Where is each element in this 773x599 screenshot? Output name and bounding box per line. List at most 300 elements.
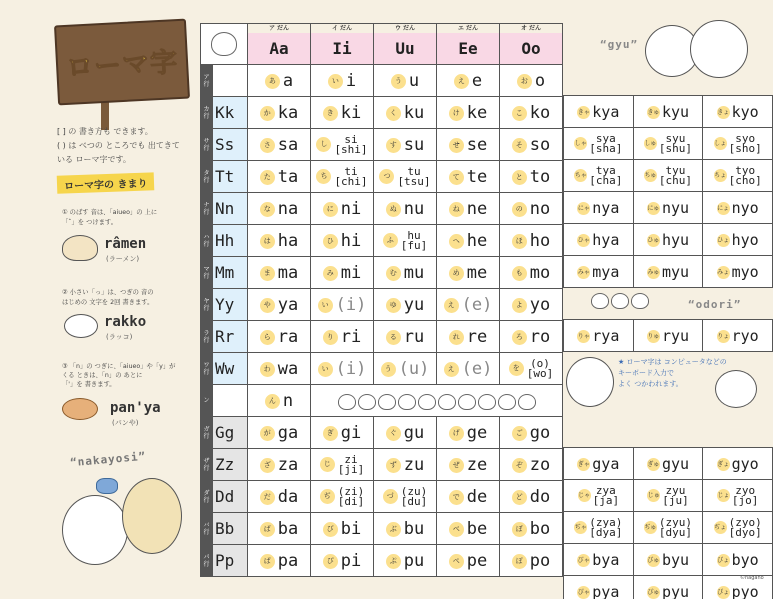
rule-3-number: ③ — [62, 363, 68, 370]
chibi-character-icon — [398, 394, 416, 410]
kana-badge: う — [391, 74, 406, 89]
kana-badge: い — [328, 74, 343, 89]
table-cell — [311, 481, 374, 513]
keyboard-note-line-2: キーボード入力で — [618, 369, 674, 377]
table-cell — [374, 289, 437, 321]
kana-badge: み — [323, 266, 338, 281]
yoon-cell — [703, 448, 773, 480]
kana-badge: ぺ — [449, 554, 464, 569]
romaji-text: (e) — [461, 359, 493, 379]
romaji-text: ho — [529, 231, 551, 251]
table-cell — [374, 321, 437, 353]
romaji-text: ma — [277, 263, 299, 283]
romaji-text: hya — [592, 231, 620, 249]
kana-badge: め — [449, 266, 464, 281]
kana-badge: き — [323, 106, 338, 121]
table-cell — [500, 129, 563, 161]
romaji-text: mya — [592, 263, 620, 281]
table-cell — [311, 513, 374, 545]
romaji-text: bi — [340, 519, 362, 539]
yoon-table-body — [564, 96, 773, 599]
yoon-row — [564, 416, 773, 448]
main-table-body — [201, 65, 563, 577]
romaji-text: ra — [277, 327, 299, 347]
kana-badge: ぼ — [512, 522, 527, 537]
romaji-text: zyu [ju] — [662, 483, 689, 507]
rule-1-line-1 — [62, 208, 196, 217]
kana-badge: しゃ — [574, 137, 587, 150]
table-cell — [311, 417, 374, 449]
table-row — [201, 417, 563, 449]
kana-badge: ぷ — [386, 554, 401, 569]
kana-badge: ば — [260, 522, 275, 537]
kana-badge: ま — [260, 266, 275, 281]
kana-badge: みゅ — [647, 266, 660, 279]
chibi-character-icon — [438, 394, 456, 410]
rule-3-line-2: くる ときは、「n」の あとに — [62, 372, 143, 379]
rules-label: ローマ字の きまり — [57, 172, 155, 193]
yoon-row — [564, 448, 773, 480]
kana-badge: みょ — [717, 266, 730, 279]
row-consonant-label: Kk — [213, 97, 248, 129]
gyo-label: ラ行 — [201, 321, 213, 353]
table-cell — [311, 353, 374, 385]
table-cell — [248, 385, 311, 417]
romaji-text: pya — [592, 583, 620, 599]
yoon-cell — [703, 480, 773, 512]
yoon-cell — [564, 160, 634, 192]
yoon-cell — [564, 320, 634, 352]
table-cell — [248, 417, 311, 449]
romaji-text: so — [529, 135, 551, 155]
romaji-text: be — [466, 519, 488, 539]
romaji-text: de — [466, 487, 488, 507]
blue-bow-illustration — [96, 478, 118, 494]
romaji-text: pe — [466, 551, 488, 571]
odori-caption: “odori” — [688, 298, 742, 311]
yoon-cell — [703, 224, 773, 256]
table-cell — [311, 97, 374, 129]
romaji-text: to — [529, 167, 551, 187]
kana-badge: ぢゃ — [574, 521, 587, 534]
kana-badge: で — [449, 490, 464, 505]
kana-badge: ゆ — [386, 298, 401, 313]
row-consonant-label: Nn — [213, 193, 248, 225]
odori-characters — [590, 290, 650, 309]
table-cell — [437, 545, 500, 577]
kana-badge: ぴ — [323, 554, 338, 569]
row-consonant-label: Mm — [213, 257, 248, 289]
kana-badge: ご — [512, 426, 527, 441]
table-cell — [374, 481, 437, 513]
romaji-text: go — [529, 423, 551, 443]
yoon-cell — [703, 96, 773, 128]
yoon-cell — [633, 576, 703, 599]
row-consonant-label: Pp — [213, 545, 248, 577]
kana-badge: ず — [386, 458, 401, 473]
table-cell — [500, 161, 563, 193]
romaji-text: mu — [403, 263, 425, 283]
row-consonant-label: Tt — [213, 161, 248, 193]
table-cell — [248, 449, 311, 481]
note-line-2: ( ) は べつの ところでも 出てきて — [57, 141, 180, 150]
table-cell — [248, 353, 311, 385]
note-line-3: いる ローマ字です。 — [57, 155, 131, 164]
yoon-cell — [703, 544, 773, 576]
kana-badge: ぎゃ — [577, 458, 590, 471]
romaji-text: no — [529, 199, 551, 219]
kana-badge: く — [386, 106, 401, 121]
romaji-text: yo — [529, 295, 551, 315]
kana-badge: た — [260, 170, 275, 185]
romaji-text: gu — [403, 423, 425, 443]
romaji-text: sya [sha] — [589, 131, 623, 155]
table-row — [201, 481, 563, 513]
kana-badge: に — [323, 202, 338, 217]
romaji-text: bya — [592, 551, 620, 569]
kana-badge: そ — [512, 138, 527, 153]
romaji-text: ke — [466, 103, 488, 123]
yoon-cell — [633, 128, 703, 160]
chibi-character-icon — [458, 394, 476, 410]
kana-badge: ん — [265, 394, 280, 409]
kana-badge: ぱ — [260, 554, 275, 569]
romaji-text: su — [403, 135, 425, 155]
table-cell — [248, 289, 311, 321]
rabbit-character-illustration — [122, 478, 182, 554]
column-label-o: Oo — [521, 39, 541, 58]
romaji-text: ka — [277, 103, 299, 123]
chibi-character-icon — [418, 394, 436, 410]
ramen-bowl-illustration — [62, 235, 98, 261]
column-header-e — [437, 24, 500, 65]
row-consonant-label — [213, 65, 248, 97]
column-header-i — [311, 24, 374, 65]
romaji-text: ryu — [661, 327, 690, 345]
gyo-label: マ行 — [201, 257, 213, 289]
kana-badge: びゃ — [577, 554, 590, 567]
romaji-yoon-table — [563, 95, 773, 599]
title-sign — [54, 19, 190, 106]
table-cell — [374, 449, 437, 481]
table-cell — [500, 321, 563, 353]
romaji-text: myo — [731, 263, 759, 281]
rule-2-text-1: 小さい「っ」は、つぎの 音の — [69, 289, 154, 296]
rule-3-reading: (パンや) — [112, 419, 139, 427]
kana-badge: あ — [265, 74, 280, 89]
yoon-spacer — [564, 416, 773, 448]
table-cell — [437, 321, 500, 353]
table-row — [201, 97, 563, 129]
kana-badge: きょ — [717, 106, 730, 119]
romaji-text: da — [277, 487, 299, 507]
note-line-1: [ ] の 書き方も できます。 — [57, 127, 153, 136]
row-consonant-label: Ss — [213, 129, 248, 161]
kana-badge: ぴょ — [717, 586, 730, 599]
kana-badge: ちゅ — [644, 169, 657, 182]
kana-badge: ひゅ — [647, 234, 660, 247]
kana-badge: げ — [449, 426, 464, 441]
column-dan-i: イ だん — [311, 24, 373, 33]
romaji-text: (zyo) [dyo] — [728, 515, 762, 539]
kana-badge: む — [386, 266, 401, 281]
gyo-label: ガ行 — [201, 417, 213, 449]
page-title: ローマ字 — [65, 46, 179, 84]
romaji-text: nyu — [661, 199, 690, 217]
column-label-a: Aa — [269, 39, 289, 58]
romaji-text: nu — [403, 199, 425, 219]
table-cell — [248, 513, 311, 545]
bread-illustration — [62, 398, 98, 420]
romaji-text: pyo — [731, 583, 759, 599]
kana-badge: ぴゃ — [577, 586, 590, 599]
kana-badge: が — [260, 426, 275, 441]
table-row — [201, 65, 563, 97]
row-consonant-label: Yy — [213, 289, 248, 321]
yoon-cell — [564, 512, 634, 544]
table-cell — [374, 193, 437, 225]
kana-badge: ぽ — [512, 554, 527, 569]
yoon-cell — [564, 544, 634, 576]
table-cell — [500, 353, 563, 385]
romaji-text: ga — [277, 423, 299, 443]
kana-badge: ぎょ — [717, 458, 730, 471]
romaji-text: ba — [277, 519, 299, 539]
romaji-text: na — [277, 199, 299, 219]
romaji-main-table — [200, 23, 563, 577]
kana-badge: せ — [449, 138, 464, 153]
romaji-text: hyo — [731, 231, 759, 249]
table-cell — [437, 225, 500, 257]
kana-badge: い — [318, 362, 333, 377]
table-cell — [311, 545, 374, 577]
kana-badge: る — [386, 330, 401, 345]
dancing-character-1 — [591, 293, 609, 309]
chibi-character-icon — [338, 394, 356, 410]
romaji-text: ru — [403, 327, 425, 347]
romaji-text: nya — [592, 199, 620, 217]
yoon-cell — [564, 96, 634, 128]
kana-badge: は — [260, 234, 275, 249]
rule-1-number: ① — [62, 209, 68, 216]
row-consonant-label: Gg — [213, 417, 248, 449]
row-consonant-label: Rr — [213, 321, 248, 353]
kana-badge: しゅ — [644, 137, 657, 150]
romaji-text: gya — [592, 455, 620, 473]
romaji-text: gyu — [661, 455, 690, 473]
romaji-text: syu [shu] — [658, 131, 693, 155]
table-cell — [311, 193, 374, 225]
romaji-text: ro — [529, 327, 551, 347]
kana-badge: び — [323, 522, 338, 537]
table-cell — [437, 449, 500, 481]
column-header-row — [201, 24, 563, 65]
column-header-o — [500, 24, 563, 65]
romaji-text: ku — [403, 103, 425, 123]
romaji-text: zu — [403, 455, 425, 475]
romaji-text: he — [466, 231, 488, 251]
characters-strip — [311, 385, 563, 417]
table-row — [201, 449, 563, 481]
row-consonant-label — [213, 385, 248, 417]
kana-badge: よ — [512, 298, 527, 313]
romaji-text: zya [ja] — [592, 483, 620, 507]
romaji-text: tyo [cho] — [728, 163, 762, 187]
rule-2-number: ② — [62, 289, 68, 296]
kana-badge: びょ — [717, 554, 730, 567]
kana-badge: じゃ — [578, 489, 591, 502]
table-row — [201, 257, 563, 289]
kana-badge: ぎ — [323, 426, 338, 441]
yoon-row — [564, 160, 773, 192]
table-row — [201, 193, 563, 225]
kana-badge: ち — [316, 169, 331, 184]
table-cell — [248, 481, 311, 513]
romaji-text: wa — [277, 359, 299, 379]
column-dan-a: ア だん — [248, 24, 310, 33]
rule-2-line-1 — [62, 288, 196, 297]
kana-badge: ふ — [383, 233, 398, 248]
chibi-character-icon — [518, 394, 536, 410]
romaji-text: do — [529, 487, 551, 507]
rule-1-word: râmen — [104, 236, 147, 252]
gyo-label: バ行 — [201, 513, 213, 545]
romaji-text: ti [chi] — [334, 164, 368, 188]
romaji-text: a — [282, 71, 294, 91]
kana-badge: びゅ — [647, 554, 660, 567]
kana-badge: え — [444, 362, 459, 377]
kana-badge: ぴゅ — [647, 586, 660, 599]
table-row — [201, 225, 563, 257]
yoon-cell — [564, 448, 634, 480]
romaji-text: hi — [340, 231, 362, 251]
table-cell — [374, 225, 437, 257]
gyo-label: ア行 — [201, 65, 213, 97]
romaji-text: tyu [chu] — [658, 163, 693, 187]
yoon-cell — [633, 160, 703, 192]
kana-badge: え — [454, 74, 469, 89]
romaji-text: (i) — [335, 359, 367, 379]
romaji-text: byo — [731, 551, 759, 569]
table-cell — [311, 449, 374, 481]
yoon-cell — [703, 128, 773, 160]
chibi-character-icon — [358, 394, 376, 410]
yoon-cell — [633, 448, 703, 480]
table-cell — [500, 97, 563, 129]
column-label-i: Ii — [332, 39, 352, 58]
kana-badge: つ — [379, 169, 394, 184]
romaji-text: nyo — [731, 199, 759, 217]
kana-badge: れ — [449, 330, 464, 345]
romaji-text: bo — [529, 519, 551, 539]
kana-badge: こ — [512, 106, 527, 121]
table-cell — [437, 513, 500, 545]
kana-badge: ね — [449, 202, 464, 217]
gyo-label: パ行 — [201, 545, 213, 577]
kana-badge: す — [386, 138, 401, 153]
table-cell — [437, 161, 500, 193]
romaji-text: tya [cha] — [589, 163, 623, 187]
romaji-text: ya — [277, 295, 299, 315]
yoon-cell — [564, 128, 634, 160]
rule-1-line-2: 「ˆ」を つけます。 — [62, 219, 118, 226]
table-cell — [248, 257, 311, 289]
otter-illustration — [64, 314, 98, 338]
gyo-label: ハ行 — [201, 225, 213, 257]
kana-badge: を — [509, 361, 524, 376]
computer-character-illustration — [715, 370, 757, 408]
yoon-row — [564, 544, 773, 576]
table-row — [201, 353, 563, 385]
table-cell — [500, 193, 563, 225]
kana-badge: け — [449, 106, 464, 121]
romaji-text: te — [466, 167, 488, 187]
romaji-text: za — [277, 455, 299, 475]
row-consonant-label: Hh — [213, 225, 248, 257]
kana-badge: ぞ — [512, 458, 527, 473]
romaji-text: ri — [340, 327, 362, 347]
kana-badge: りょ — [717, 330, 730, 343]
yoon-row — [564, 320, 773, 352]
table-row — [201, 129, 563, 161]
gyo-label: ン — [201, 385, 213, 417]
kana-badge: お — [517, 74, 532, 89]
white-character-illustration — [62, 495, 128, 565]
table-cell — [437, 193, 500, 225]
rule-3-text-1: 「n」の つぎに、「aiueo」や「y」が — [69, 363, 176, 370]
romaji-text: pu — [403, 551, 425, 571]
kana-badge: ぬ — [386, 202, 401, 217]
table-cell — [500, 545, 563, 577]
kana-badge: ぢ — [320, 489, 335, 504]
kana-badge: の — [512, 202, 527, 217]
row-consonant-label: Dd — [213, 481, 248, 513]
column-dan-e: エ だん — [437, 24, 499, 33]
kana-badge: きゅ — [647, 106, 660, 119]
romaji-text: syo [sho] — [728, 131, 762, 155]
corner-character-icon — [211, 32, 237, 56]
table-cell — [437, 417, 500, 449]
romaji-text: n — [282, 391, 294, 411]
kana-badge: ど — [512, 490, 527, 505]
yoon-cell — [703, 320, 773, 352]
kana-badge: へ — [449, 234, 464, 249]
table-cell — [311, 225, 374, 257]
reading-character-illustration — [566, 357, 614, 407]
dancing-character-2 — [611, 293, 629, 309]
table-cell — [374, 417, 437, 449]
kana-badge: りゅ — [647, 330, 660, 343]
romaji-text: re — [466, 327, 488, 347]
romaji-text: hu [fu] — [400, 228, 428, 252]
kana-badge: ろ — [512, 330, 527, 345]
table-cell — [311, 129, 374, 161]
romaji-text: pi — [340, 551, 362, 571]
kana-badge: じ — [320, 457, 335, 472]
kana-badge: ひ — [323, 234, 338, 249]
kana-badge: さ — [260, 138, 275, 153]
romaji-text: e — [471, 71, 483, 91]
romaji-text: ne — [466, 199, 488, 219]
table-cell — [374, 513, 437, 545]
romaji-text: (zi) [di] — [337, 484, 365, 508]
yoon-row — [564, 192, 773, 224]
yoon-row — [564, 480, 773, 512]
table-cell — [311, 161, 374, 193]
table-cell — [248, 97, 311, 129]
table-cell — [374, 353, 437, 385]
table-cell — [248, 225, 311, 257]
